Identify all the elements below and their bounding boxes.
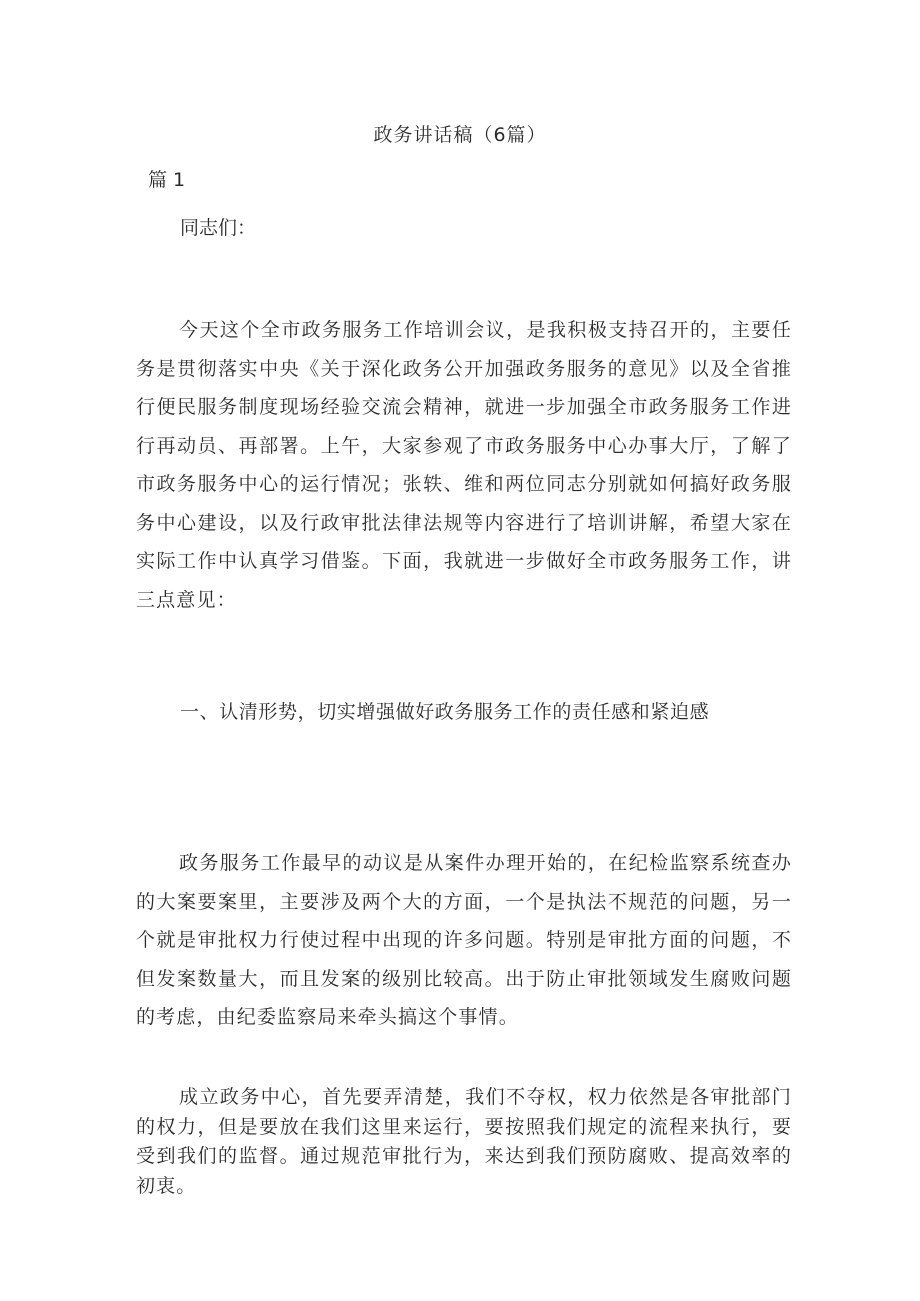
section-heading-1: 一、认清形势，切实增强做好政务服务工作的责任感和紧迫感	[180, 701, 710, 723]
document-title: 政务讲话稿（6篇）	[373, 124, 547, 146]
paragraph-3: 成立政务中心，首先要弄清楚，我们不夺权，权力依然是各审批部门的权力，但是要放在我们这里来运行，要按照我们规定的流程来执行，要受到我们的监督。通过规范审批行为，来达到我们预防腐败、提高效率的初衷。	[136, 1086, 792, 1197]
paragraph-2: 政务服务工作最早的动议是从案件办理开始的，在纪检监察系统查办的大案要案里，主要涉及两个大的方面，一个是执法不规范的问题，另一个就是审批权力行使过程中出现的许多问题。特别是审批方面的问题，不但发案数量大，而且发案的级别比较高。出于防止审批领域发生腐败问题的考虑，由纪委监察局来牵头搞这个事情。	[136, 852, 792, 1028]
paragraph-1: 今天这个全市政务服务工作培训会议，是我积极支持召开的，主要任务是贯彻落实中央《关于深化政务公开加强政务服务的意见》以及全省推行便民服务制度现场经验交流会精神，就进一步加强全市政务服务工作进行再动员、再部署。上午，大家参观了市政务服务中心办事大厅，了解了市政务服务中心的运行情况；张轶、维和两位同志分别就如何搞好政务服务中心建设，以及行政审批法律法规等内容进行了培训讲解，希望大家在实际工作中认真学习借鉴。下面，我就进一步做好全市政务服务工作，讲三点意见：	[136, 319, 792, 611]
section-label: 篇 1	[148, 169, 186, 191]
salutation: 同志们：	[180, 217, 257, 239]
